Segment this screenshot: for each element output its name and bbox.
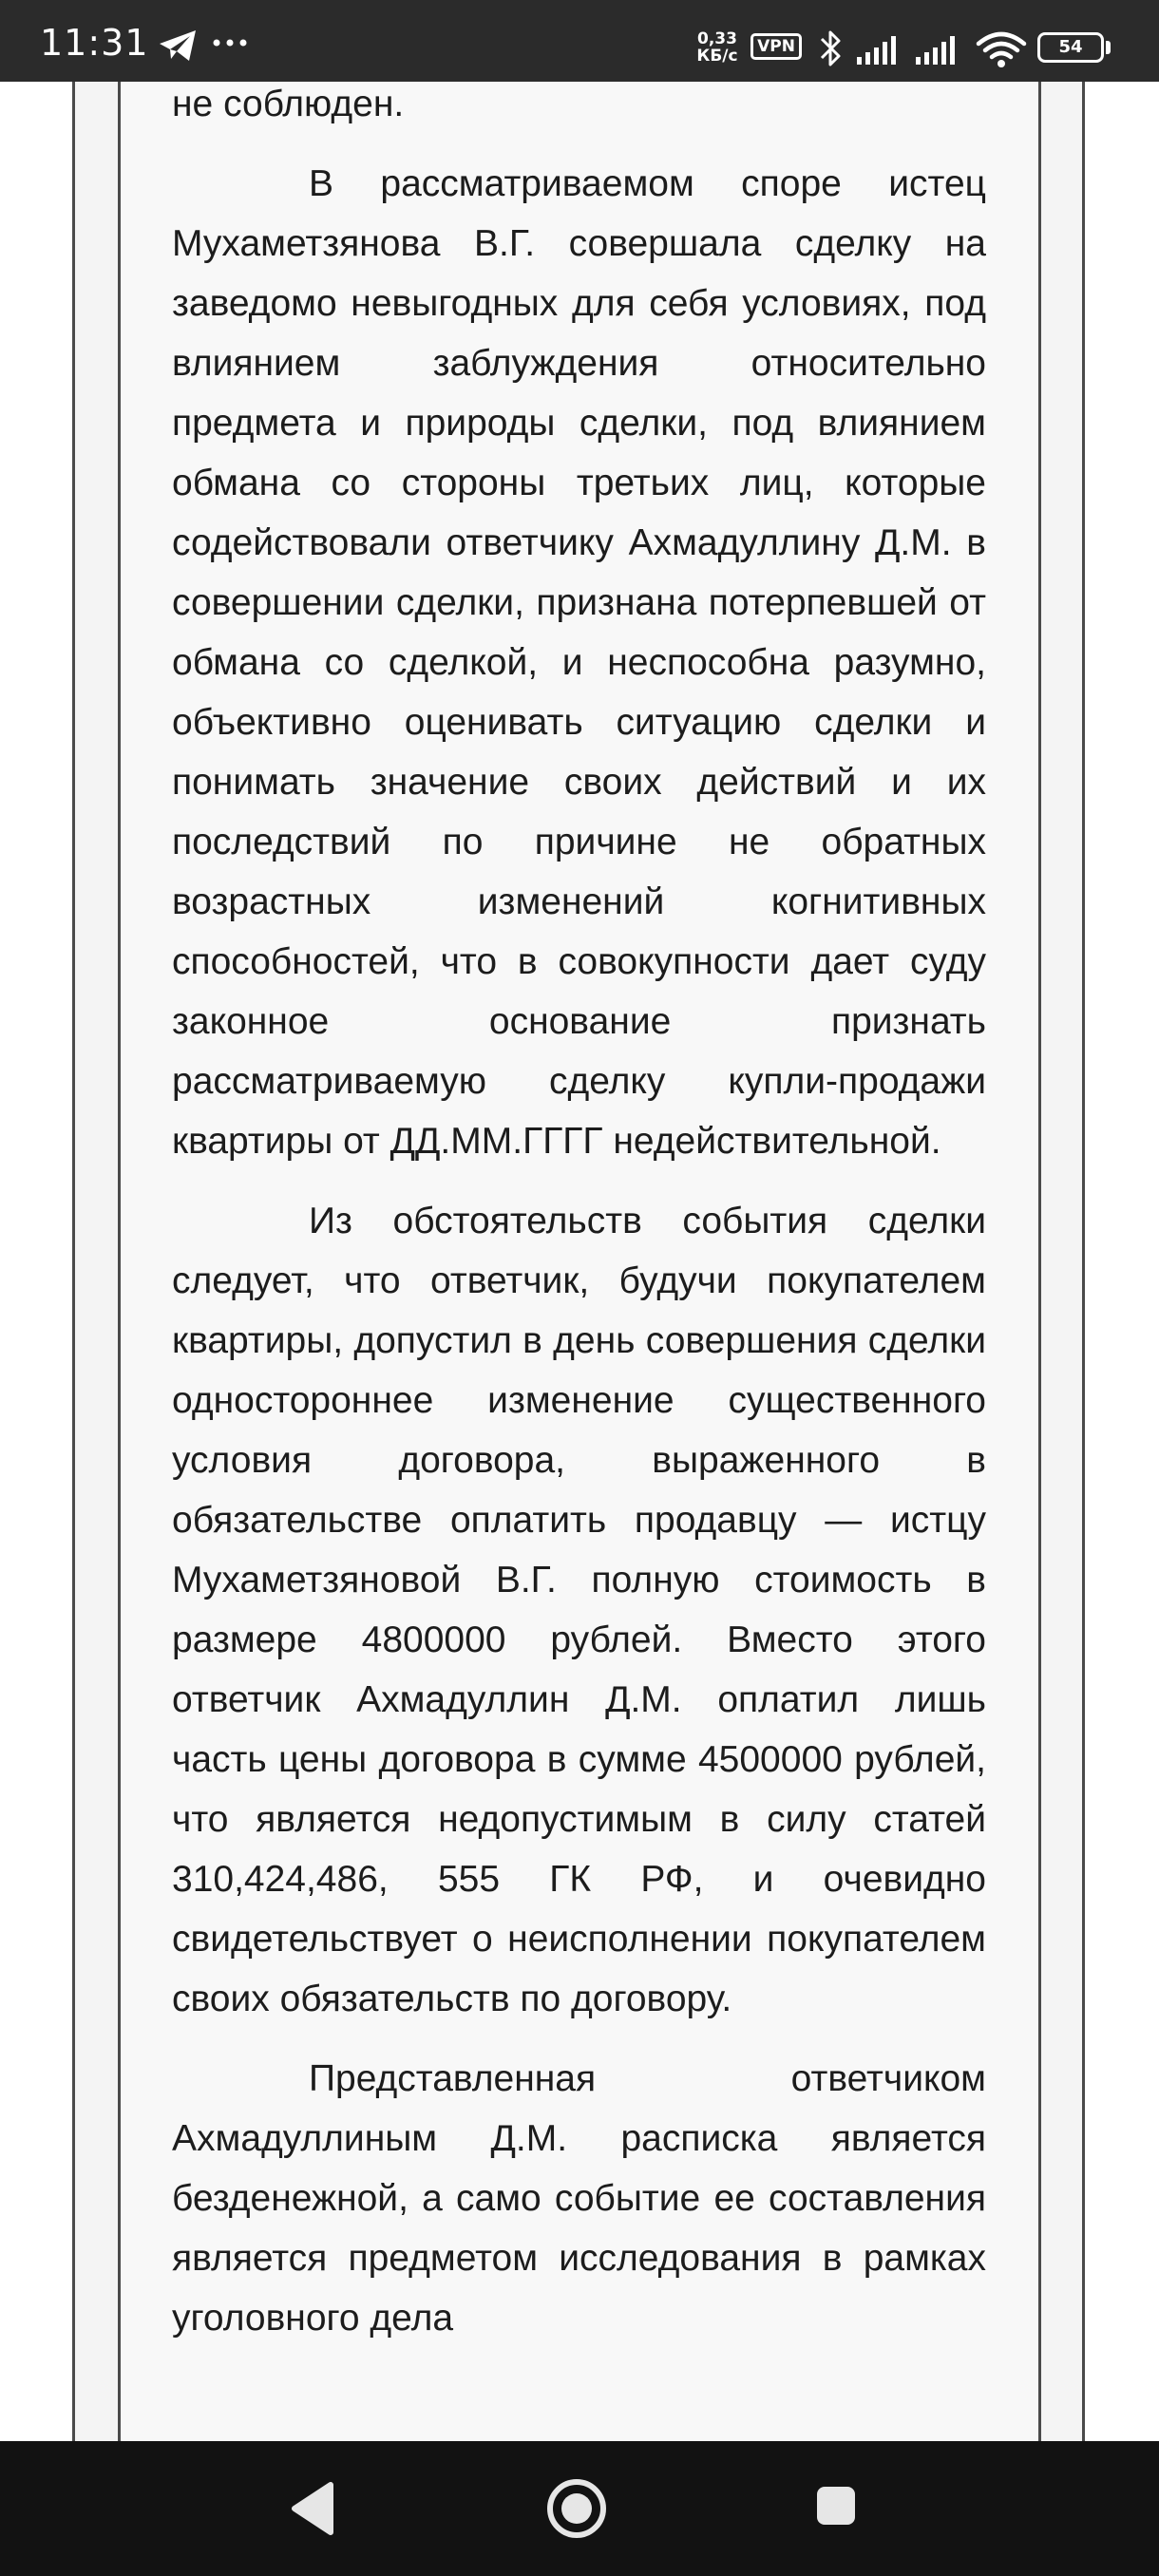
status-time: 11:31 [40, 22, 149, 64]
status-bar [0, 0, 1159, 82]
home-button[interactable] [543, 2475, 610, 2542]
vpn-icon: VPN [750, 33, 802, 60]
network-speed-unit: КБ/с [696, 47, 738, 66]
back-button[interactable] [287, 2479, 340, 2538]
recents-button[interactable] [813, 2483, 859, 2529]
battery-icon: 54 [1037, 32, 1104, 63]
paragraph: В рассматриваемом споре истец Мухаметзянова В.Г. совершала сделку на заведомо невыгодных для себя условиях, под влиянием заблуждения относительно предмета и природы сделки, под влиянием обмана со стороны третьих лиц, которые содействовали ответчику Ахмадуллину Д.М. в совершении сделки, признана потерпевшей от обмана со сделкой, и неспособна разумно, объективно оценивать ситуацию сделки и понимать значение своих действий и их последствий по причине не обратных возрастных изменений когнитивных способностей, что в совокупности дает суду законное основание признать рассматриваемую сделку купли-продажи квартиры от ДД.ММ.ГГГГ недействительной. [172, 163, 986, 1162]
network-speed-value: 0,33 [697, 29, 737, 48]
signal-icon [914, 34, 961, 65]
paragraph: Представленная ответчиком Ахмадуллиным Д.М. расписка является безденежной, а само событие ее составления является предметом исследования в рамках уголовного дела [172, 2058, 986, 2339]
paragraph: Из обстоятельств события сделки следует, что ответчик, будучи покупателем квартиры, допустил в день совершения сделки одностороннее изменение существенного условия договора, выраженного в обязательстве оплатить продавцу — истцу Мухаметзяновой В.Г. полную стоимость в размере 4800000 рублей. Вместо этого ответчик Ахмадуллин Д.М. оплатил лишь часть цены договора в сумме 4500000 рублей, что является недопустимым в силу статей 310,424,486, 555 ГК РФ, и очевидно свидетельствует о неисполнении покупателем своих обязательств по договору. [172, 1201, 986, 2019]
paragraph-continuation: не соблюден. [172, 84, 405, 124]
network-speed [694, 30, 741, 65]
signal-icon [855, 34, 902, 65]
wifi-icon [975, 30, 1028, 70]
telegram-icon [158, 28, 200, 63]
more-icon [211, 28, 249, 57]
bluetooth-icon [819, 28, 844, 68]
battery-tip [1106, 41, 1111, 54]
document-text[interactable] [172, 82, 986, 2441]
navigation-bar [0, 2441, 1159, 2576]
